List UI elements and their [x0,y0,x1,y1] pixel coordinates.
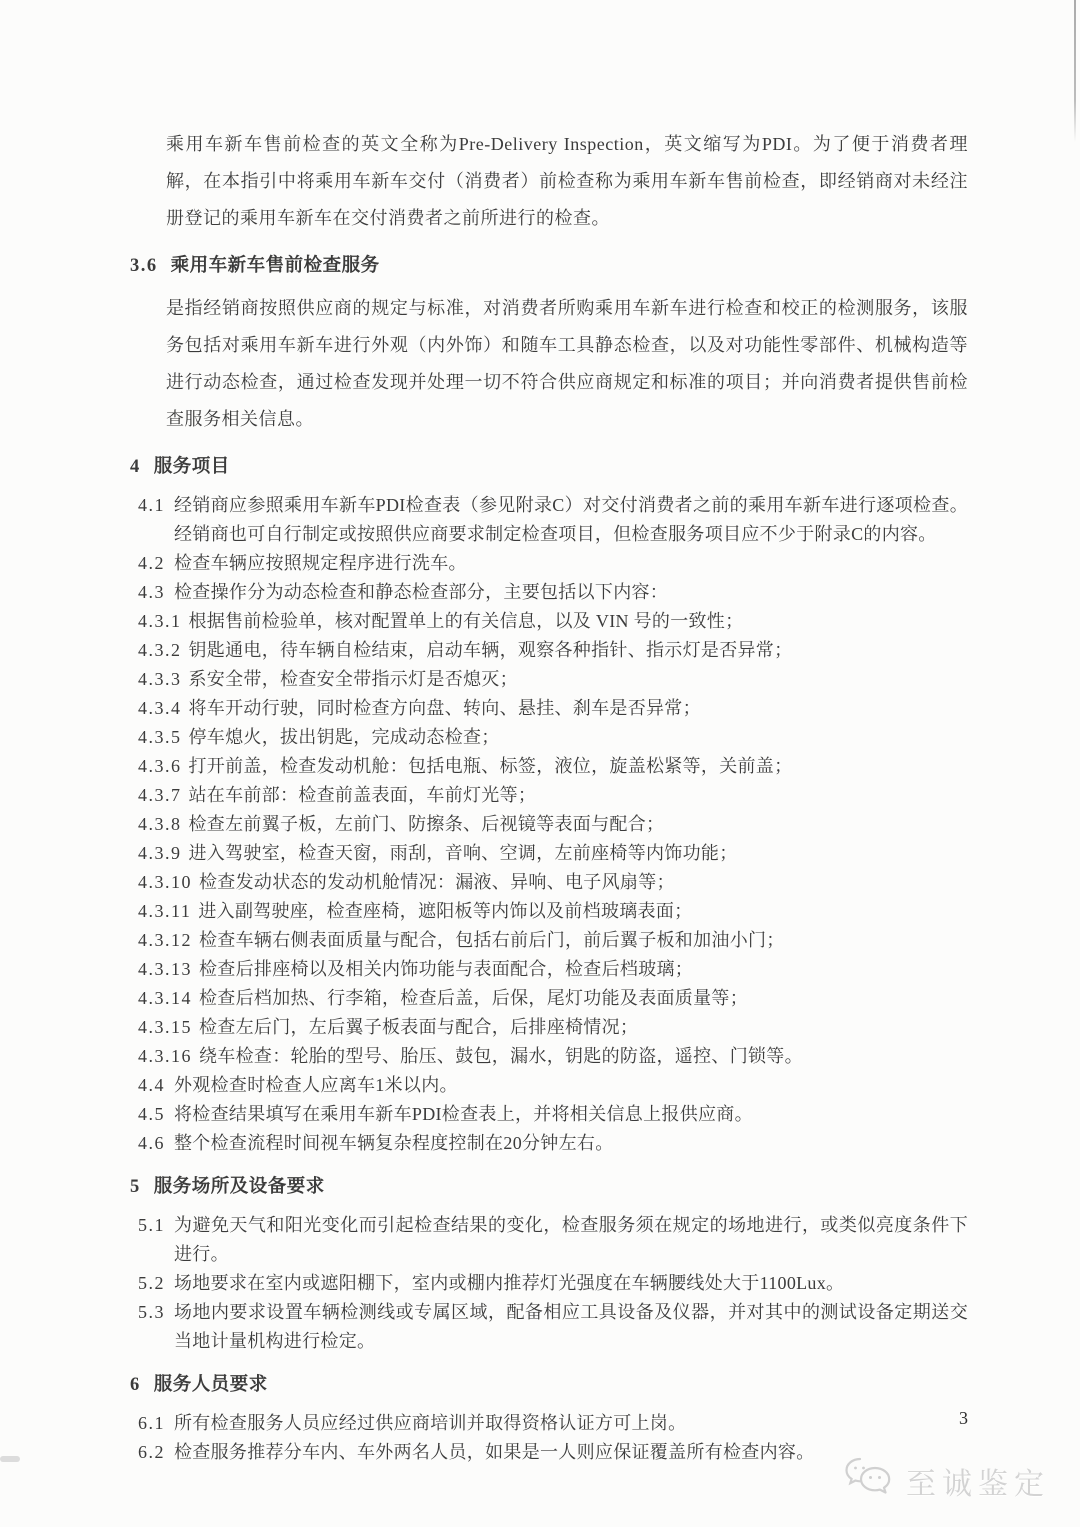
list-item [130,868,968,897]
item-text: 系安全带，检查安全带指示灯是否熄灭； [188,669,518,689]
scan-artifact-line [1074,0,1076,142]
item-text: 检查操作分为动态检查和静态检查部分，主要包括以下内容： [174,582,669,602]
item-number: 4.2 [138,553,165,573]
item-text: 检查后排座椅以及相关内饰功能与表面配合，检查后档玻璃； [199,959,694,979]
item-text: 检查服务推荐分车内、车外两名人员，如果是一人则应保证覆盖所有检查内容。 [174,1442,815,1462]
item-number: 4.1 [138,495,165,515]
paragraph: 乘用车新车售前检查的英文全称为Pre-Delivery Inspection，英文缩写为PDI。为了便于消费者理解，在本指引中将乘用车新车交付（消费者）前检查称为乘用车新车售前检查，即经销商对未经注册登记的乘用车新车在交付消费者之前所进行的检查。 [166,134,968,228]
list-item [130,694,968,723]
item-text: 检查后档加热、行李箱，检查后盖，后保，尾灯功能及表面质量等； [199,988,748,1008]
section-number: 3.6 [130,256,158,276]
item-number: 4.3.15 [138,1017,192,1037]
list-item [130,810,968,839]
item-number: 4.3.11 [138,901,192,921]
chat-bubbles-icon [844,1456,896,1505]
item-text: 站在车前部：检查前盖表面，车前灯光等； [188,785,537,805]
list-item [130,607,968,636]
item-text: 场地内要求设置车辆检测线或专属区域，配备相应工具设备及仪器，并对其中的测试设备定期送交当地计量机构进行检定。 [174,1302,968,1351]
item-text: 绕车检查：轮胎的型号、胎压、鼓包，漏水，钥匙的防盗，遥控、门锁等。 [199,1046,803,1066]
list-item [130,1298,968,1356]
watermark [844,1456,1050,1505]
item-text: 检查车辆右侧表面质量与配合，包括右前后门，前后翼子板和加油小门； [199,930,785,950]
list-item [130,636,968,665]
paragraph: 是指经销商按照供应商的规定与标准，对消费者所购乘用车新车进行检查和校正的检测服务，该服务包括对乘用车新车进行外观（内外饰）和随车工具静态检查，以及对功能性零部件、机械构造等进行动态检查，通过检查发现并处理一切不符合供应商规定和标准的项目；并向消费者提供售前检查服务相关信息。 [166,298,968,429]
section-number: 5 [130,1177,141,1197]
item-number: 4.3.7 [138,785,182,805]
section-heading [130,453,968,482]
list-item [130,1269,968,1298]
item-number: 4.3.5 [138,727,182,747]
item-text: 经销商应参照乘用车新车PDI检查表（参见附录C）对交付消费者之前的乘用车新车进行逐项检查。经销商也可自行制定或按照供应商要求制定检查项目，但检查服务项目应不少于附录C的内容。 [174,495,968,544]
item-number: 5.2 [138,1273,165,1293]
item-text: 进入驾驶室，检查天窗，雨刮，音响、空调，左前座椅等内饰功能； [188,843,738,863]
item-number: 4.3.10 [138,872,192,892]
list-item [130,752,968,781]
section-heading [130,252,968,281]
item-text: 所有检查服务人员应经过供应商培训并取得资格认证方可上岗。 [174,1413,687,1433]
section-title: 服务场所及设备要求 [153,1177,325,1197]
item-number: 5.3 [138,1302,165,1322]
item-text: 将检查结果填写在乘用车新车PDI检查表上，并将相关信息上报供应商。 [174,1104,753,1124]
item-text: 检查车辆应按照规定程序进行洗车。 [174,553,467,573]
section-heading [130,1173,968,1202]
item-text: 将车开动行驶，同时检查方向盘、转向、悬挂、刹车是否异常； [188,698,701,718]
list-item [130,839,968,868]
item-number: 4.3.16 [138,1046,192,1066]
item-text: 为避免天气和阳光变化而引起检查结果的变化，检查服务须在规定的场地进行，或类似亮度条件下进行。 [174,1215,968,1264]
list-item [130,1409,968,1438]
section-number: 6 [130,1375,141,1395]
list-item [130,549,968,578]
item-number: 4.5 [138,1104,165,1124]
list-item [130,781,968,810]
scan-artifact-smudge [0,1456,20,1462]
list-item [130,578,968,607]
list-item [130,1042,968,1071]
item-number: 4.6 [138,1133,165,1153]
item-text: 停车熄火，拔出钥匙，完成动态检查； [188,727,500,747]
item-text: 外观检查时检查人应离车1米以内。 [174,1075,458,1095]
list-item [130,926,968,955]
section-number: 4 [130,457,141,477]
item-number: 4.3.14 [138,988,192,1008]
item-text: 检查发动状态的发动机舱情况：漏液、异响、电子风扇等； [199,872,675,892]
list-item [130,955,968,984]
item-number: 4.3.9 [138,843,182,863]
section-title: 服务项目 [153,457,230,477]
list-item [130,1071,968,1100]
item-number: 6.2 [138,1442,165,1462]
list-item [130,1100,968,1129]
item-text: 整个检查流程时间视车辆复杂程度控制在20分钟左右。 [174,1133,614,1153]
list-item [130,1129,968,1158]
list-item [130,897,968,926]
item-number: 4.3.13 [138,959,192,979]
list-item [130,491,968,549]
item-number: 6.1 [138,1413,165,1433]
section-title: 乘用车新车售前检查服务 [170,256,380,276]
item-number: 4.4 [138,1075,165,1095]
item-number: 4.3.4 [138,698,182,718]
section-heading [130,1371,968,1400]
watermark-label: 至诚鉴定 [906,1467,1050,1501]
item-number: 4.3.6 [138,756,182,776]
item-text: 检查左前翼子板，左前门、防擦条、后视镜等表面与配合； [188,814,665,834]
item-number: 4.3.8 [138,814,182,834]
item-number: 4.3.3 [138,669,182,689]
document-content [130,126,968,1467]
item-text: 打开前盖，检查发动机舱：包括电瓶、标签，液位，旋盖松紧等，关前盖； [188,756,793,776]
item-number: 4.3.2 [138,640,182,660]
item-text: 钥匙通电，待车辆自检结束，启动车辆，观察各种指针、指示灯是否异常； [188,640,793,660]
list-item [130,665,968,694]
list-item [130,1013,968,1042]
list-item [130,723,968,752]
item-number: 4.3.12 [138,930,192,950]
list-item [130,1211,968,1269]
item-number: 5.1 [138,1215,165,1235]
item-text: 场地要求在室内或遮阳棚下，室内或棚内推荐灯光强度在车辆腰线处大于1100Lux。 [174,1273,845,1293]
item-text: 根据售前检验单，核对配置单上的有关信息，以及 VIN 号的一致性； [188,611,744,631]
page-number: 3 [959,1408,968,1428]
item-text: 检查左后门，左后翼子板表面与配合，后排座椅情况； [199,1017,639,1037]
section-title: 服务人员要求 [153,1375,268,1395]
list-item [130,1438,968,1467]
item-number: 4.3 [138,582,165,602]
item-number: 4.3.1 [138,611,182,631]
item-text: 进入副驾驶座，检查座椅，遮阳板等内饰以及前档玻璃表面； [198,901,693,921]
list-item [130,984,968,1013]
